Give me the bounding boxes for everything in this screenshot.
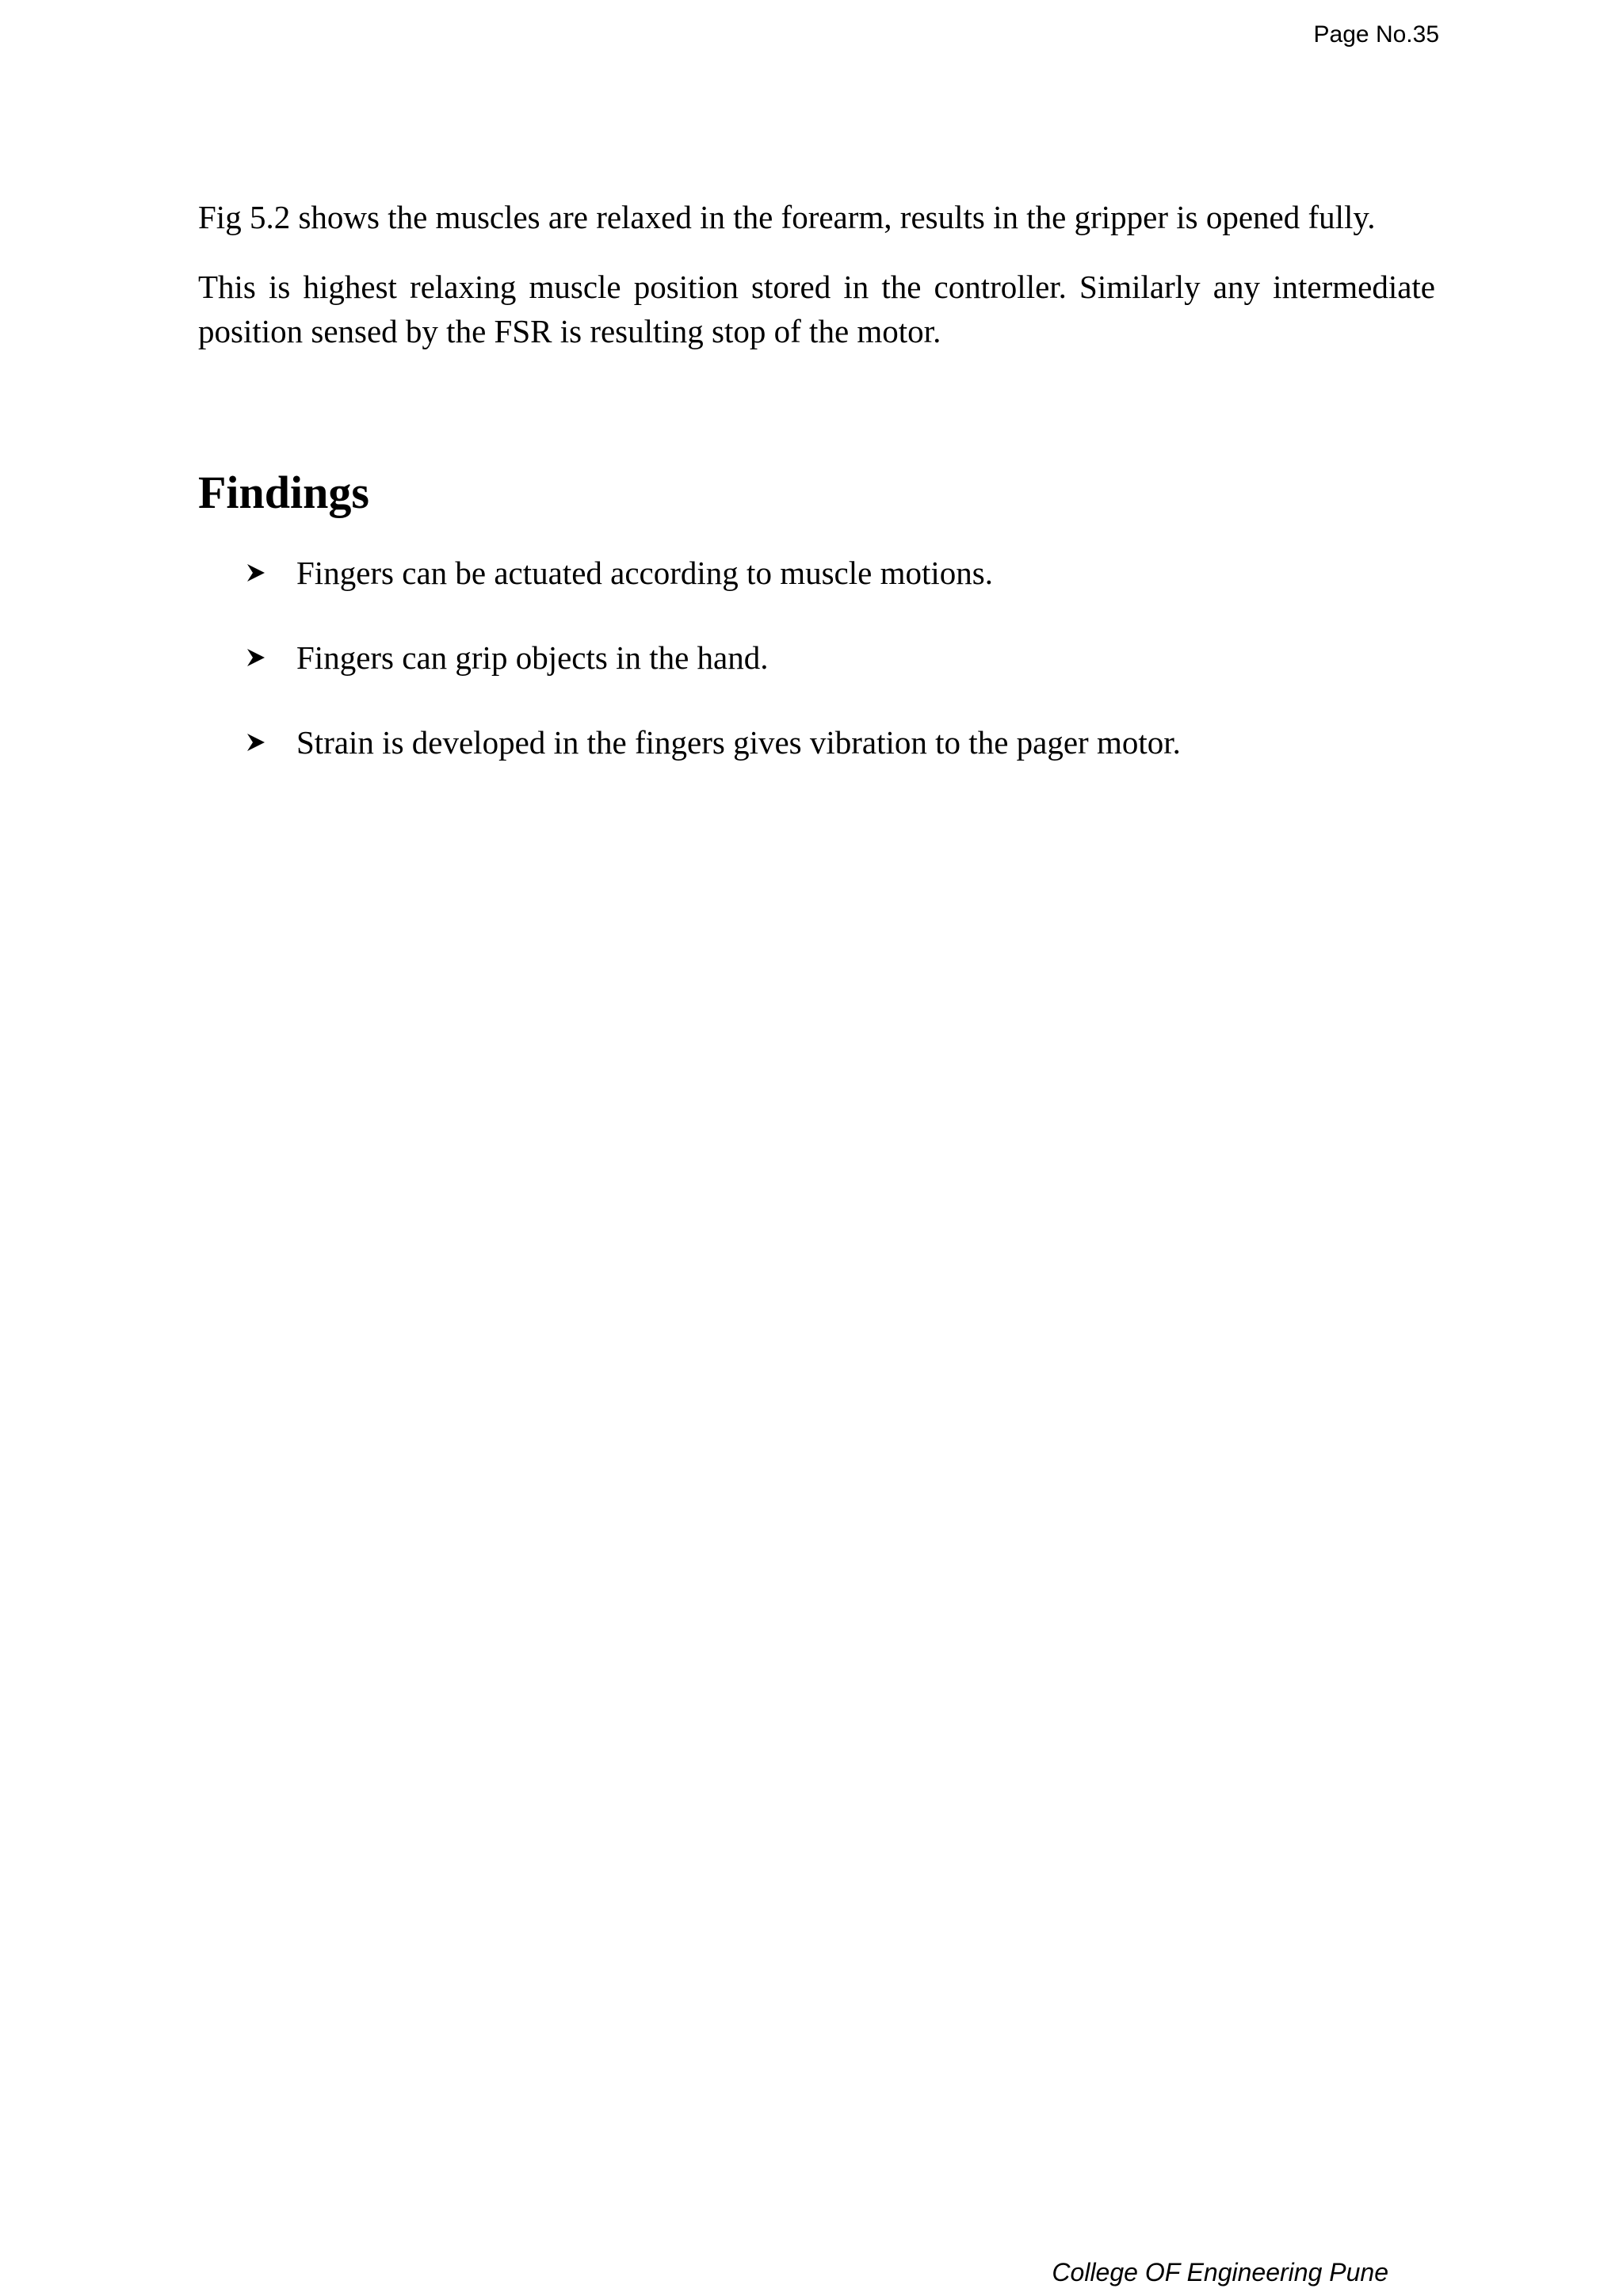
arrowhead-bullet-icon bbox=[246, 647, 266, 668]
list-item bbox=[246, 551, 1181, 595]
finding-text: Strain is developed in the fingers gives vibration to the pager motor. bbox=[296, 724, 1181, 761]
footer-institution: College OF Engineering Pune bbox=[1052, 2258, 1388, 2286]
arrowhead-bullet-icon bbox=[246, 563, 266, 583]
list-item bbox=[246, 720, 1181, 765]
paragraph-fig-description: Fig 5.2 shows the muscles are relaxed in the forearm, results in the gripper is opened fully. bbox=[198, 199, 1376, 235]
arrowhead-bullet-icon bbox=[246, 732, 266, 753]
findings-list bbox=[246, 551, 1181, 805]
finding-text: Fingers can be actuated according to muscle motions. bbox=[296, 555, 993, 591]
list-item bbox=[246, 635, 1181, 680]
finding-text: Fingers can grip objects in the hand. bbox=[296, 639, 769, 676]
page-number: Page No.35 bbox=[1313, 21, 1439, 48]
paragraph-muscle-position: This is highest relaxing muscle position stored in the controller. Similarly any intermediate position sensed by the FSR is resulting stop of the motor. bbox=[198, 269, 1435, 349]
section-heading-findings: Findings bbox=[198, 467, 369, 518]
